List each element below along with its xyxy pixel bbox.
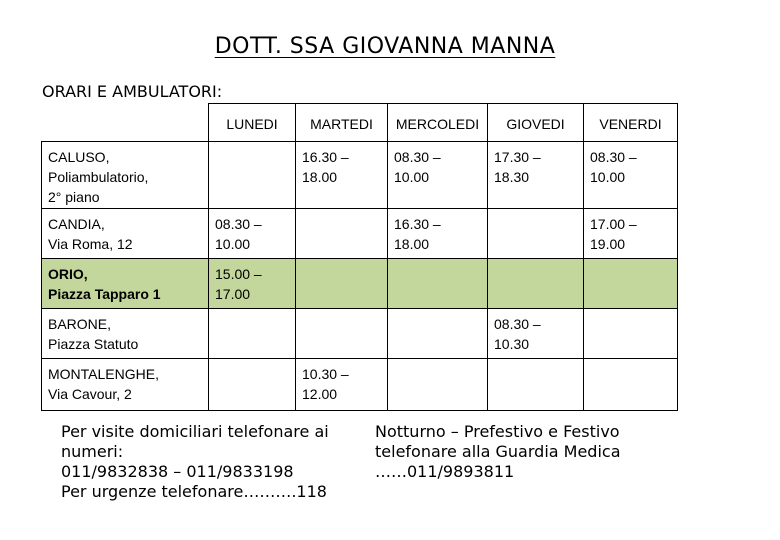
note-line: Per visite domiciliari telefonare ai: [61, 422, 329, 441]
table-row: [42, 209, 678, 259]
table-row-highlighted: [42, 259, 678, 309]
schedule-cell: [488, 259, 584, 309]
schedule-cell: [488, 209, 584, 259]
schedule-cell: 15.00 – 17.00: [209, 259, 296, 309]
schedule-cell: 08.30 – 10.30: [488, 309, 584, 359]
location-cell: CANDIA, Via Roma, 12: [42, 209, 209, 259]
schedule-cell: [388, 359, 488, 411]
schedule-cell: 08.30 – 10.00: [584, 142, 678, 209]
schedule-cell: [296, 259, 388, 309]
schedule-cell: [209, 309, 296, 359]
table-row: [42, 142, 678, 209]
location-cell: BARONE, Piazza Statuto: [42, 309, 209, 359]
schedule-cell: [584, 359, 678, 411]
guardia-medica-note: [375, 422, 621, 482]
schedule-cell: [488, 359, 584, 411]
schedule-cell: [296, 309, 388, 359]
schedule-cell: 08.30 – 10.00: [388, 142, 488, 209]
schedule-cell: [209, 142, 296, 209]
note-line: numeri:: [61, 442, 124, 461]
location-cell: ORIO, Piazza Tapparo 1: [42, 259, 209, 309]
header-day: LUNEDI: [209, 104, 296, 142]
schedule-cell: 10.30 – 12.00: [296, 359, 388, 411]
note-line: Notturno – Prefestivo e Festivo: [375, 422, 620, 441]
schedule-cell: 16.30 – 18.00: [388, 209, 488, 259]
schedule-cell: 17.00 – 19.00: [584, 209, 678, 259]
schedule-cell: 16.30 – 18.00: [296, 142, 388, 209]
page-title: DOTT. SSA GIOVANNA MANNA: [214, 34, 556, 59]
note-line: telefonare alla Guardia Medica: [375, 442, 621, 461]
schedule-cell: [584, 309, 678, 359]
schedule-cell: [584, 259, 678, 309]
section-subtitle: ORARI E AMBULATORI:: [42, 82, 223, 101]
table-header-row: [42, 104, 678, 142]
header-corner: [42, 104, 209, 142]
location-cell: MONTALENGHE, Via Cavour, 2: [42, 359, 209, 411]
schedule-cell: [296, 209, 388, 259]
schedule-table: [41, 103, 678, 411]
header-day: VENERDI: [584, 104, 678, 142]
guardia-medica-number: ……011/9893811: [375, 462, 515, 481]
phone-numbers: 011/9832838 – 011/9833198: [61, 462, 294, 481]
location-cell: CALUSO, Poliambulatorio, 2° piano: [42, 142, 209, 209]
schedule-cell: [388, 259, 488, 309]
header-day: MERCOLEDI: [388, 104, 488, 142]
schedule-cell: [209, 359, 296, 411]
header-day: MARTEDI: [296, 104, 388, 142]
home-visit-note: [61, 422, 329, 502]
schedule-cell: [388, 309, 488, 359]
header-day: GIOVEDI: [488, 104, 584, 142]
table-row: [42, 309, 678, 359]
table-row: [42, 359, 678, 411]
schedule-cell: 17.30 – 18.30: [488, 142, 584, 209]
schedule-cell: 08.30 – 10.00: [209, 209, 296, 259]
urgent-number: Per urgenze telefonare……….118: [61, 482, 327, 501]
